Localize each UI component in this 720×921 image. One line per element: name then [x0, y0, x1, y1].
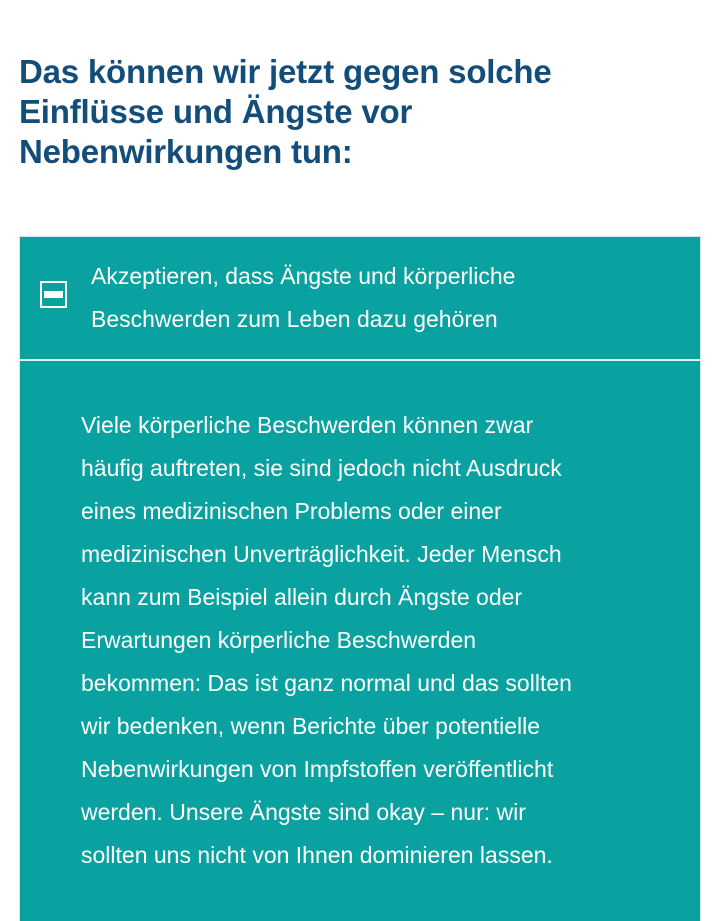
body-line: kann zum Beispiel allein durch Ängste oder [81, 584, 523, 610]
body-line: medizinischen Unverträglichkeit. Jeder Mensch [81, 541, 562, 567]
heading-line: Nebenwirkungen tun: [19, 133, 353, 170]
body-line: bekommen: Das ist ganz normal und das sollten [81, 670, 572, 696]
body-line: sollten uns nicht von Ihnen dominieren lassen. [81, 842, 553, 868]
accordion-title-line: Akzeptieren, dass Ängste und körperliche [91, 263, 516, 289]
minus-bar [44, 291, 63, 298]
body-line: werden. Unsere Ängste sind okay – nur: wir [81, 799, 526, 825]
section-heading [19, 52, 659, 172]
heading-line: Das können wir jetzt gegen solche [19, 53, 552, 90]
accordion-title[interactable] [91, 255, 651, 341]
heading-line: Einflüsse und Ängste vor [19, 93, 413, 130]
minus-square-icon[interactable] [40, 281, 67, 308]
accordion-body-text [81, 404, 661, 877]
body-line: häufig auftreten, sie sind jedoch nicht Ausdruck [81, 455, 562, 481]
accordion-panel [19, 236, 701, 921]
accordion-title-line: Beschwerden zum Leben dazu gehören [91, 306, 498, 332]
body-line: Viele körperliche Beschwerden können zwar [81, 412, 534, 438]
accordion-header[interactable] [20, 237, 700, 361]
body-line: Erwartungen körperliche Beschwerden [81, 627, 477, 653]
body-line: wir bedenken, wenn Berichte über potentielle [81, 713, 541, 739]
body-line: Nebenwirkungen von Impfstoffen veröffentlicht [81, 756, 554, 782]
body-line: eines medizinischen Problems oder einer [81, 498, 502, 524]
